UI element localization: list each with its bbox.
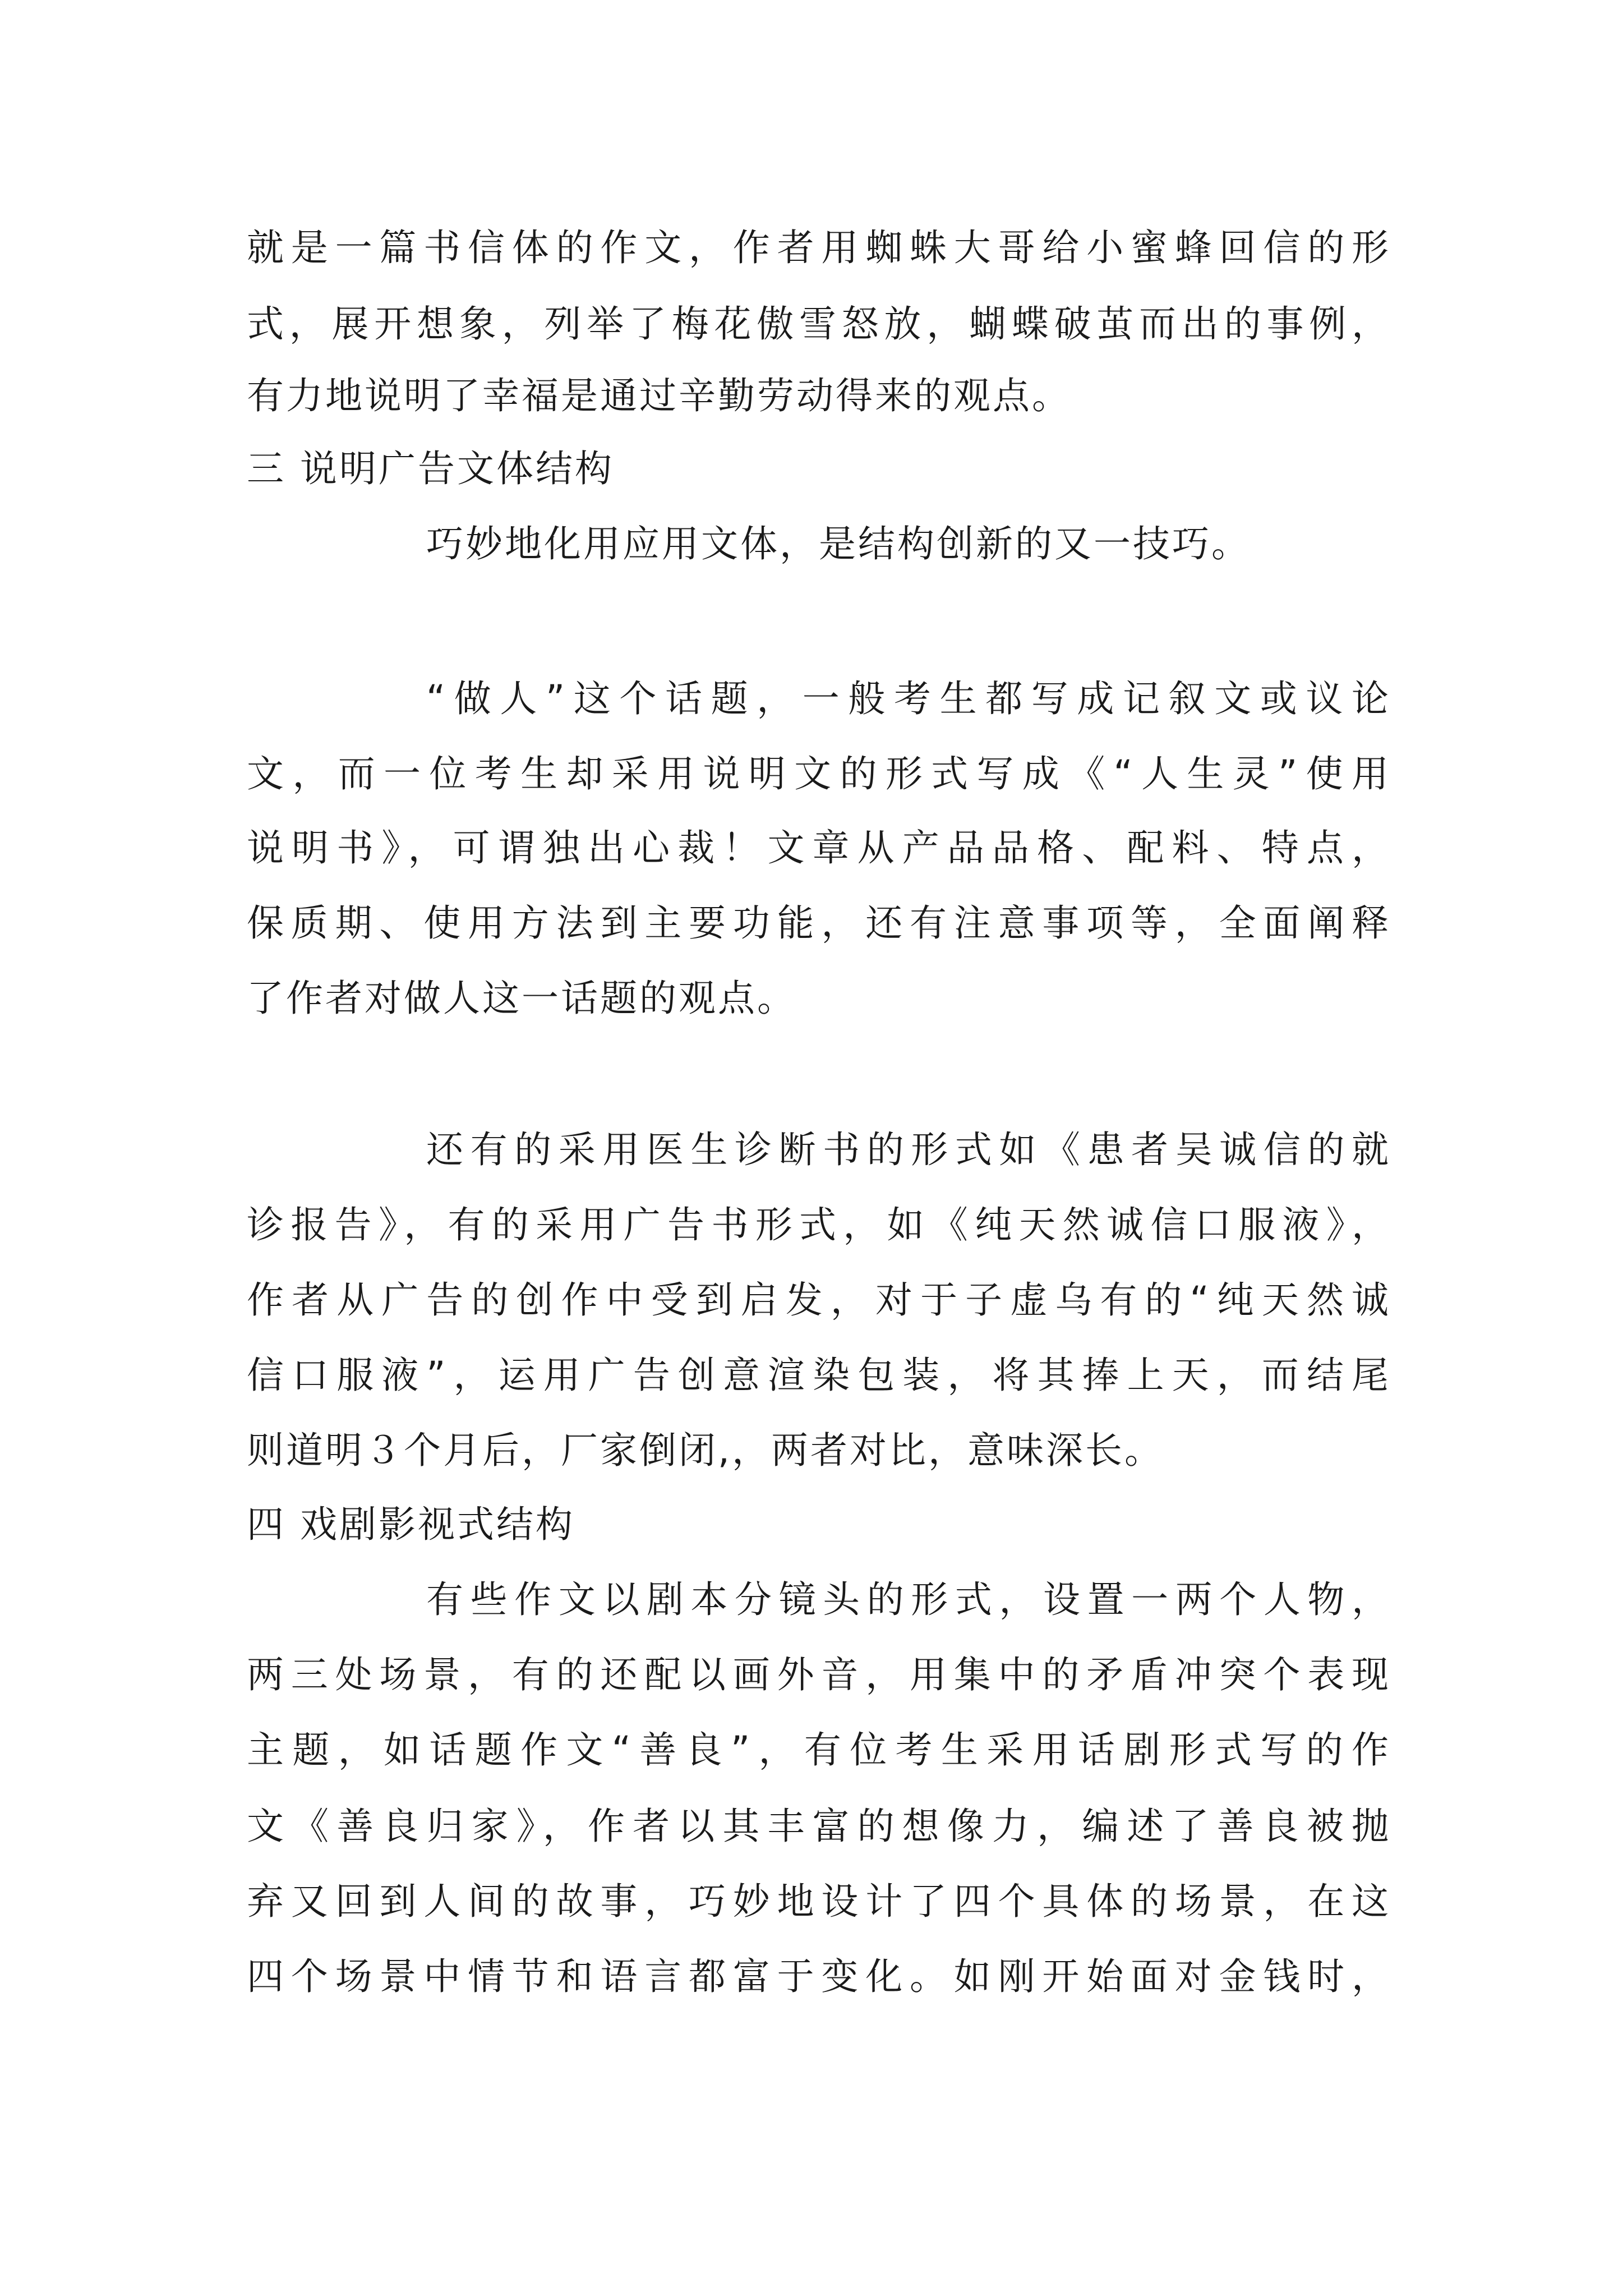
section-heading: 三 说明广告文体结构 [247, 447, 614, 490]
paragraph-line: 四个场景中情节和语言都富于变化。如刚开始面对金钱时， [247, 1955, 1391, 1998]
paragraph-line: 作者从广告的创作中受到启发，对于子虚乌有的“纯天然诚 [247, 1278, 1391, 1322]
paragraph-line: 保质期、使用方法到主要功能，还有注意事项等，全面阐释 [247, 901, 1391, 945]
paragraph-line: 说明书》，可谓独出心裁！文章从产品品格、配料、特点， [247, 826, 1391, 869]
paragraph-line: 文，而一位考生却采用说明文的形式写成《“人生灵”使用 [247, 752, 1391, 795]
paragraph-line: 弃又回到人间的故事，巧妙地设计了四个具体的场景，在这 [247, 1880, 1391, 1923]
paragraph-line: 就是一篇书信体的作文，作者用蜘蛛大哥给小蜜蜂回信的形 [247, 226, 1391, 269]
paragraph-line: 主题，如话题作文“善良”，有位考生采用话剧形式写的作 [247, 1728, 1391, 1772]
paragraph-line: 诊报告》，有的采用广告书形式，如《纯天然诚信口服液》， [247, 1203, 1391, 1246]
paragraph-line: 文《善良归家》，作者以其丰富的想像力，编述了善良被抛 [247, 1805, 1391, 1848]
paragraph-line: “做人”这个话题，一般考生都写成记叙文或议论 [426, 677, 1391, 720]
paragraph-line: 巧妙地化用应用文体，是结构创新的又一技巧。 [426, 522, 1251, 565]
paragraph-line: 了作者对做人这一话题的观点。 [247, 977, 796, 1020]
paragraph-line: 有些作文以剧本分镜头的形式，设置一两个人物， [426, 1578, 1391, 1621]
paragraph-line: 则道明３个月后，厂家倒闭,，两者对比，意味深长。 [247, 1429, 1164, 1472]
paragraph-line: 两三处场景，有的还配以画外音，用集中的矛盾冲突个表现 [247, 1653, 1391, 1696]
paragraph-line: 有力地说明了幸福是通过辛勤劳动得来的观点。 [247, 374, 1071, 417]
paragraph-line: 式，展开想象，列举了梅花傲雪怒放，蝴蝶破茧而出的事例， [247, 302, 1391, 346]
section-heading: 四 戏剧影视式结构 [247, 1503, 575, 1546]
paragraph-line: 信口服液”，运用广告创意渲染包装，将其捧上天，而结尾 [247, 1354, 1391, 1397]
paragraph-line: 还有的采用医生诊断书的形式如《患者吴诚信的就 [426, 1128, 1391, 1171]
